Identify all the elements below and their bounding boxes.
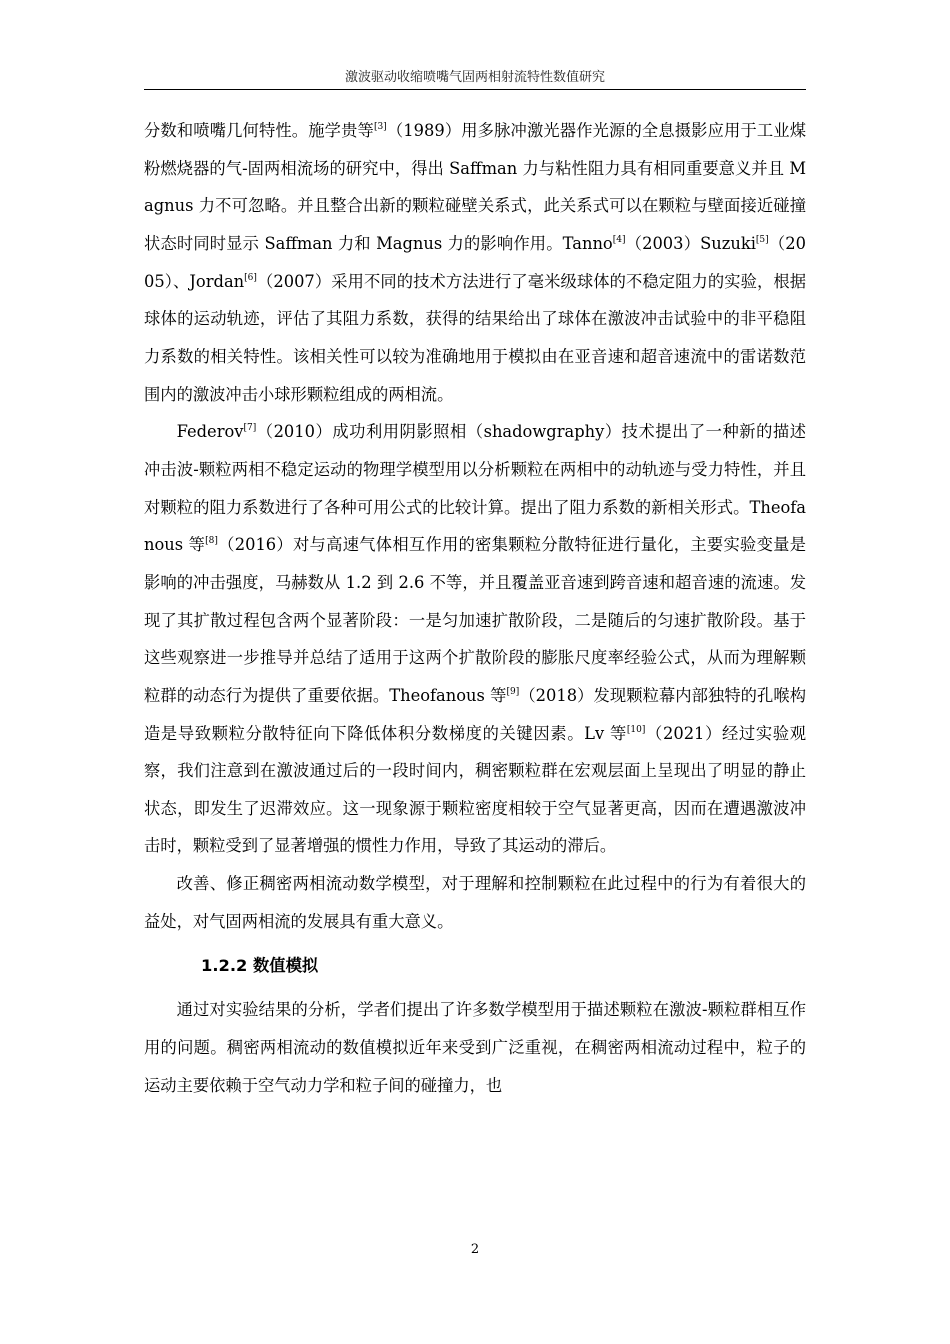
paragraph-2 — [144, 413, 806, 865]
paragraph-4 — [144, 991, 806, 1104]
header-rule — [144, 89, 806, 90]
citation-ref: [9] — [506, 686, 520, 697]
text-run: 通过对实验结果的分析，学者们提出了许多数学模型用于描述颗粒在激波-颗粒群相互作用的问题。稠密两相流动的数值模拟近年来受到广泛重视，在稠密两相流动过程中，粒子的运动主要依赖于空气动力学和粒子间的碰撞力，也 — [144, 1000, 806, 1095]
text-run: （2016）对与高速气体相互作用的密集颗粒分散特征进行量化，主要实验变量是影响的冲击强度，马赫数从 1.2 到 2.6 不等，并且覆盖亚音速到跨音速和超音速的流速。发现了其扩散过程包含两个显著阶段：一是匀加速扩散阶段，二是随后的匀速扩散阶段。基于这些观察进一步推导并总结了适用于这两个扩散阶段的膨胀尺度率经验公式，从而为理解颗粒群的动态行为提供了重要依据。Theofanous 等 — [144, 535, 806, 705]
text-run: （2010）成功利用阴影照相（shadowgraphy）技术提出了一种新的描述冲击波-颗粒两相不稳定运动的物理学模型用以分析颗粒在两相中的动轨迹与受力特性，并且对颗粒的阻力系数进行了各种可用公式的比较计算。提出了阻力系数的新相关形式。Theofanous 等 — [144, 422, 806, 555]
running-header: 激波驱动收缩喷嘴气固两相射流特性数值研究 — [344, 70, 605, 85]
text-run: 分数和喷嘴几何特性。施学贵等 — [144, 121, 374, 140]
text-run: Federov — [176, 422, 244, 442]
paragraph-1 — [144, 112, 806, 413]
text-run: （2005）、Jordan — [144, 233, 806, 291]
citation-ref: [5] — [755, 234, 769, 245]
citation-ref: [3] — [373, 122, 387, 132]
citation-ref: [6] — [244, 272, 257, 283]
text-run: （1989）用多脉冲激光器作光源的全息摄影应用于工业煤粉燃烧器的气-固两相流场的研究中，得出 Saffman 力与粘性阻力具有相同重要意义并且 Magnus 力不可忽略。并且整合出新的颗粒碰壁关系式，此关系式可以在颗粒与壁面接近碰撞状态时同时显示 Saffman 力和 Magnus 力的影响作用。Tanno — [144, 121, 806, 253]
text-run: （2007）采用不同的技术方法进行了毫米级球体的不稳定阻力的实验，根据球体的运动轨迹，评估了其阻力系数，获得的结果给出了球体在激波冲击试验中的非平稳阻力系数的相关特性。该相关性可以较为准确地用于模拟由在亚音速和超音速流中的雷诺数范围内的激波冲击小球形颗粒组成的两相流。 — [144, 271, 806, 404]
text-run: （2003）Suzuki — [625, 233, 756, 253]
citation-ref: [4] — [612, 234, 626, 245]
citation-ref: [10] — [626, 724, 646, 735]
section-heading: 1.2.2 数值模拟 — [201, 956, 319, 976]
citation-ref: [7] — [243, 423, 257, 434]
paragraph-3 — [144, 865, 806, 940]
citation-ref: [8] — [205, 536, 218, 547]
page-number: 2 — [470, 1242, 480, 1257]
text-run: （2021）经过实验观察，我们注意到在激波通过后的一段时间内，稠密颗粒群在宏观层面上呈现出了明显的静止状态，即发生了迟滞效应。这一现象源于颗粒密度相较于空气显著更高，因而在遭遇激波冲击时，颗粒受到了显著增强的惯性力作用，导致了其运动的滞后。 — [144, 723, 806, 856]
body-text — [144, 112, 806, 1104]
text-run: （2018）发现颗粒幕内部独特的孔喉构造是导致颗粒分散特征向下降低体积分数梯度的关键因素。Lv 等 — [144, 685, 807, 743]
text-run: 改善、修正稠密两相流动数学模型，对于理解和控制颗粒在此过程中的行为有着很大的益处，对气固两相流的发展具有重大意义。 — [144, 874, 806, 931]
